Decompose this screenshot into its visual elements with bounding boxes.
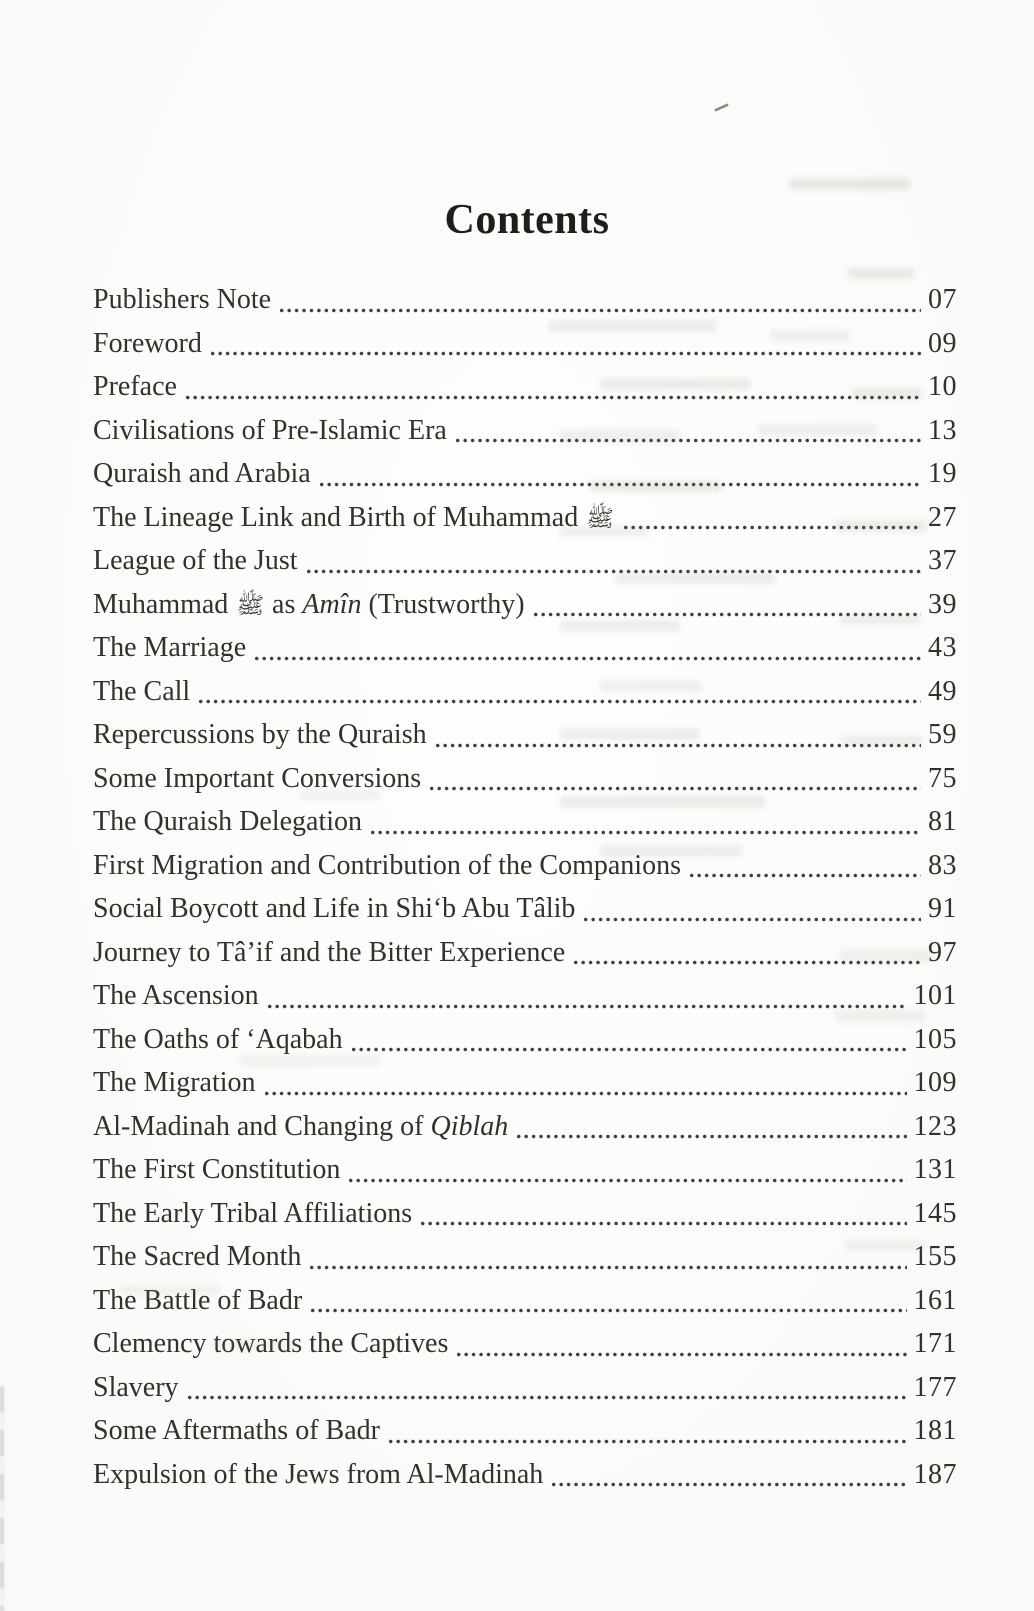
toc-entry-page: 109 — [913, 1067, 957, 1098]
toc-entry-title: Expulsion of the Jews from Al-Madinah — [93, 1458, 544, 1490]
dot-leader — [428, 757, 921, 801]
toc-entry-page: 145 — [913, 1197, 957, 1229]
toc-entry-title: Journey to Tâ’if and the Bitter Experience — [93, 936, 566, 968]
dot-leader — [263, 1061, 907, 1105]
toc-entry-title: The Ascension — [93, 980, 259, 1011]
toc-entry-page: 97 — [928, 936, 957, 968]
dot-leader — [455, 1322, 906, 1366]
toc-entry-page: 37 — [928, 545, 957, 576]
toc-entry-page: 177 — [913, 1371, 957, 1403]
dot-leader — [532, 583, 921, 627]
toc-entry-page: 13 — [928, 414, 957, 446]
toc-entry-page: 161 — [913, 1284, 957, 1316]
dot-leader — [318, 452, 921, 496]
toc-entry — [93, 583, 957, 627]
toc-list — [93, 278, 957, 1496]
toc-entry-title: Quraish and Arabia — [93, 458, 311, 489]
toc-entry — [93, 409, 957, 453]
toc-entry-page: 181 — [913, 1415, 957, 1446]
toc-entry-page: 19 — [928, 458, 957, 489]
toc-entry — [93, 1322, 957, 1366]
toc-entry — [93, 1018, 957, 1062]
toc-entry — [93, 1279, 957, 1323]
toc-entry — [93, 365, 957, 409]
dot-leader — [550, 1453, 906, 1497]
toc-entry-page: 27 — [928, 501, 957, 533]
toc-entry — [93, 974, 957, 1018]
dot-leader — [186, 1366, 907, 1410]
toc-entry-title: Al-Madinah and Changing of Qiblah — [93, 1110, 509, 1142]
dot-leader — [278, 278, 921, 322]
dot-leader — [350, 1018, 907, 1062]
scan-edge-artifact — [0, 1386, 4, 1611]
toc-entry — [93, 757, 957, 801]
pbuh-symbol-icon: ﷺ — [236, 592, 265, 619]
toc-entry-title: The Quraish Delegation — [93, 806, 363, 837]
toc-entry-title: Preface — [93, 371, 177, 402]
dot-leader — [572, 931, 921, 975]
toc-entry-title: The Early Tribal Affiliations — [93, 1197, 413, 1229]
dot-leader — [622, 496, 921, 540]
dot-leader — [688, 844, 921, 888]
toc-entry-page: 131 — [913, 1154, 957, 1185]
toc-entry-page: 39 — [928, 588, 957, 620]
toc-entry-page: 187 — [913, 1458, 957, 1490]
toc-entry-page: 123 — [913, 1110, 957, 1142]
toc-entry-page: 105 — [913, 1023, 957, 1055]
toc-entry — [93, 844, 957, 888]
toc-entry-title: First Migration and Contribution of the Companions — [93, 849, 681, 881]
toc-entry — [93, 887, 957, 931]
toc-entry-title: The Sacred Month — [93, 1241, 302, 1272]
toc-entry-title: Civilisations of Pre-Islamic Era — [93, 414, 447, 446]
dot-leader — [515, 1105, 906, 1149]
showthrough-mark — [790, 178, 910, 190]
toc-entry-title: Clemency towards the Captives — [93, 1328, 449, 1359]
toc-entry-title: The Oaths of ‘Aqabah — [93, 1023, 343, 1055]
dot-leader — [266, 974, 907, 1018]
toc-entry — [93, 1105, 957, 1149]
toc-entry — [93, 800, 957, 844]
toc-entry-title: The First Constitution — [93, 1154, 341, 1185]
dot-leader — [305, 539, 922, 583]
toc-entry-page: 81 — [928, 806, 957, 837]
toc-entry — [93, 931, 957, 975]
toc-entry — [93, 626, 957, 670]
toc-entry-page: 10 — [928, 371, 957, 402]
dot-leader — [434, 713, 921, 757]
dot-leader — [419, 1192, 906, 1236]
toc-entry — [93, 278, 957, 322]
toc-entry-title: The Marriage — [93, 632, 247, 663]
dot-leader — [253, 626, 921, 670]
dot-leader — [582, 887, 921, 931]
toc-entry-title: The Lineage Link and Birth of Muhammad ﷺ — [93, 501, 614, 533]
toc-entry-page: 171 — [913, 1328, 957, 1359]
toc-entry — [93, 322, 957, 366]
dot-leader — [197, 670, 921, 714]
toc-entry — [93, 670, 957, 714]
dot-leader — [387, 1409, 907, 1453]
toc-entry-page: 59 — [928, 719, 957, 750]
toc-entry — [93, 1366, 957, 1410]
toc-entry — [93, 539, 957, 583]
toc-entry-page: 49 — [928, 675, 957, 707]
toc-entry-page: 155 — [913, 1241, 957, 1272]
toc-entry-title: Some Aftermaths of Badr — [93, 1415, 380, 1446]
dot-leader — [454, 409, 921, 453]
toc-entry — [93, 1192, 957, 1236]
toc-entry-title: Publishers Note — [93, 284, 272, 315]
toc-entry-title: Slavery — [93, 1371, 179, 1403]
dot-leader — [209, 322, 921, 366]
toc-entry — [93, 452, 957, 496]
toc-entry-page: 75 — [928, 762, 957, 794]
toc-entry — [93, 713, 957, 757]
toc-entry — [93, 1409, 957, 1453]
toc-entry-page: 91 — [928, 893, 957, 924]
dot-leader — [369, 800, 921, 844]
toc-entry-title: Muhammad ﷺ as Amîn (Trustworthy) — [93, 588, 525, 620]
toc-entry-title: Social Boycott and Life in Shi‘b Abu Tâlib — [93, 893, 576, 924]
dot-leader — [308, 1235, 906, 1279]
toc-entry-page: 101 — [913, 980, 957, 1011]
toc-entry — [93, 1235, 957, 1279]
toc-entry-page: 07 — [928, 284, 957, 315]
dot-leader — [347, 1148, 906, 1192]
pbuh-symbol-icon: ﷺ — [586, 505, 614, 532]
toc-entry-page: 09 — [928, 327, 957, 359]
toc-entry-title: Some Important Conversions — [93, 762, 422, 794]
toc-entry — [93, 1148, 957, 1192]
scan-speck — [714, 103, 729, 112]
toc-entry — [93, 1061, 957, 1105]
page-title: Contents — [444, 197, 610, 243]
toc-entry-title: League of the Just — [93, 545, 298, 576]
dot-leader — [184, 365, 921, 409]
toc-entry — [93, 496, 957, 540]
toc-entry-title: Foreword — [93, 327, 202, 359]
toc-entry-page: 83 — [928, 849, 957, 881]
toc-entry-title: The Battle of Badr — [93, 1284, 303, 1316]
toc-entry-title: The Call — [93, 675, 191, 707]
toc-entry — [93, 1453, 957, 1497]
toc-entry-title: The Migration — [93, 1067, 256, 1098]
toc-entry-page: 43 — [928, 632, 957, 663]
toc-entry-title: Repercussions by the Quraish — [93, 719, 427, 750]
dot-leader — [309, 1279, 906, 1323]
